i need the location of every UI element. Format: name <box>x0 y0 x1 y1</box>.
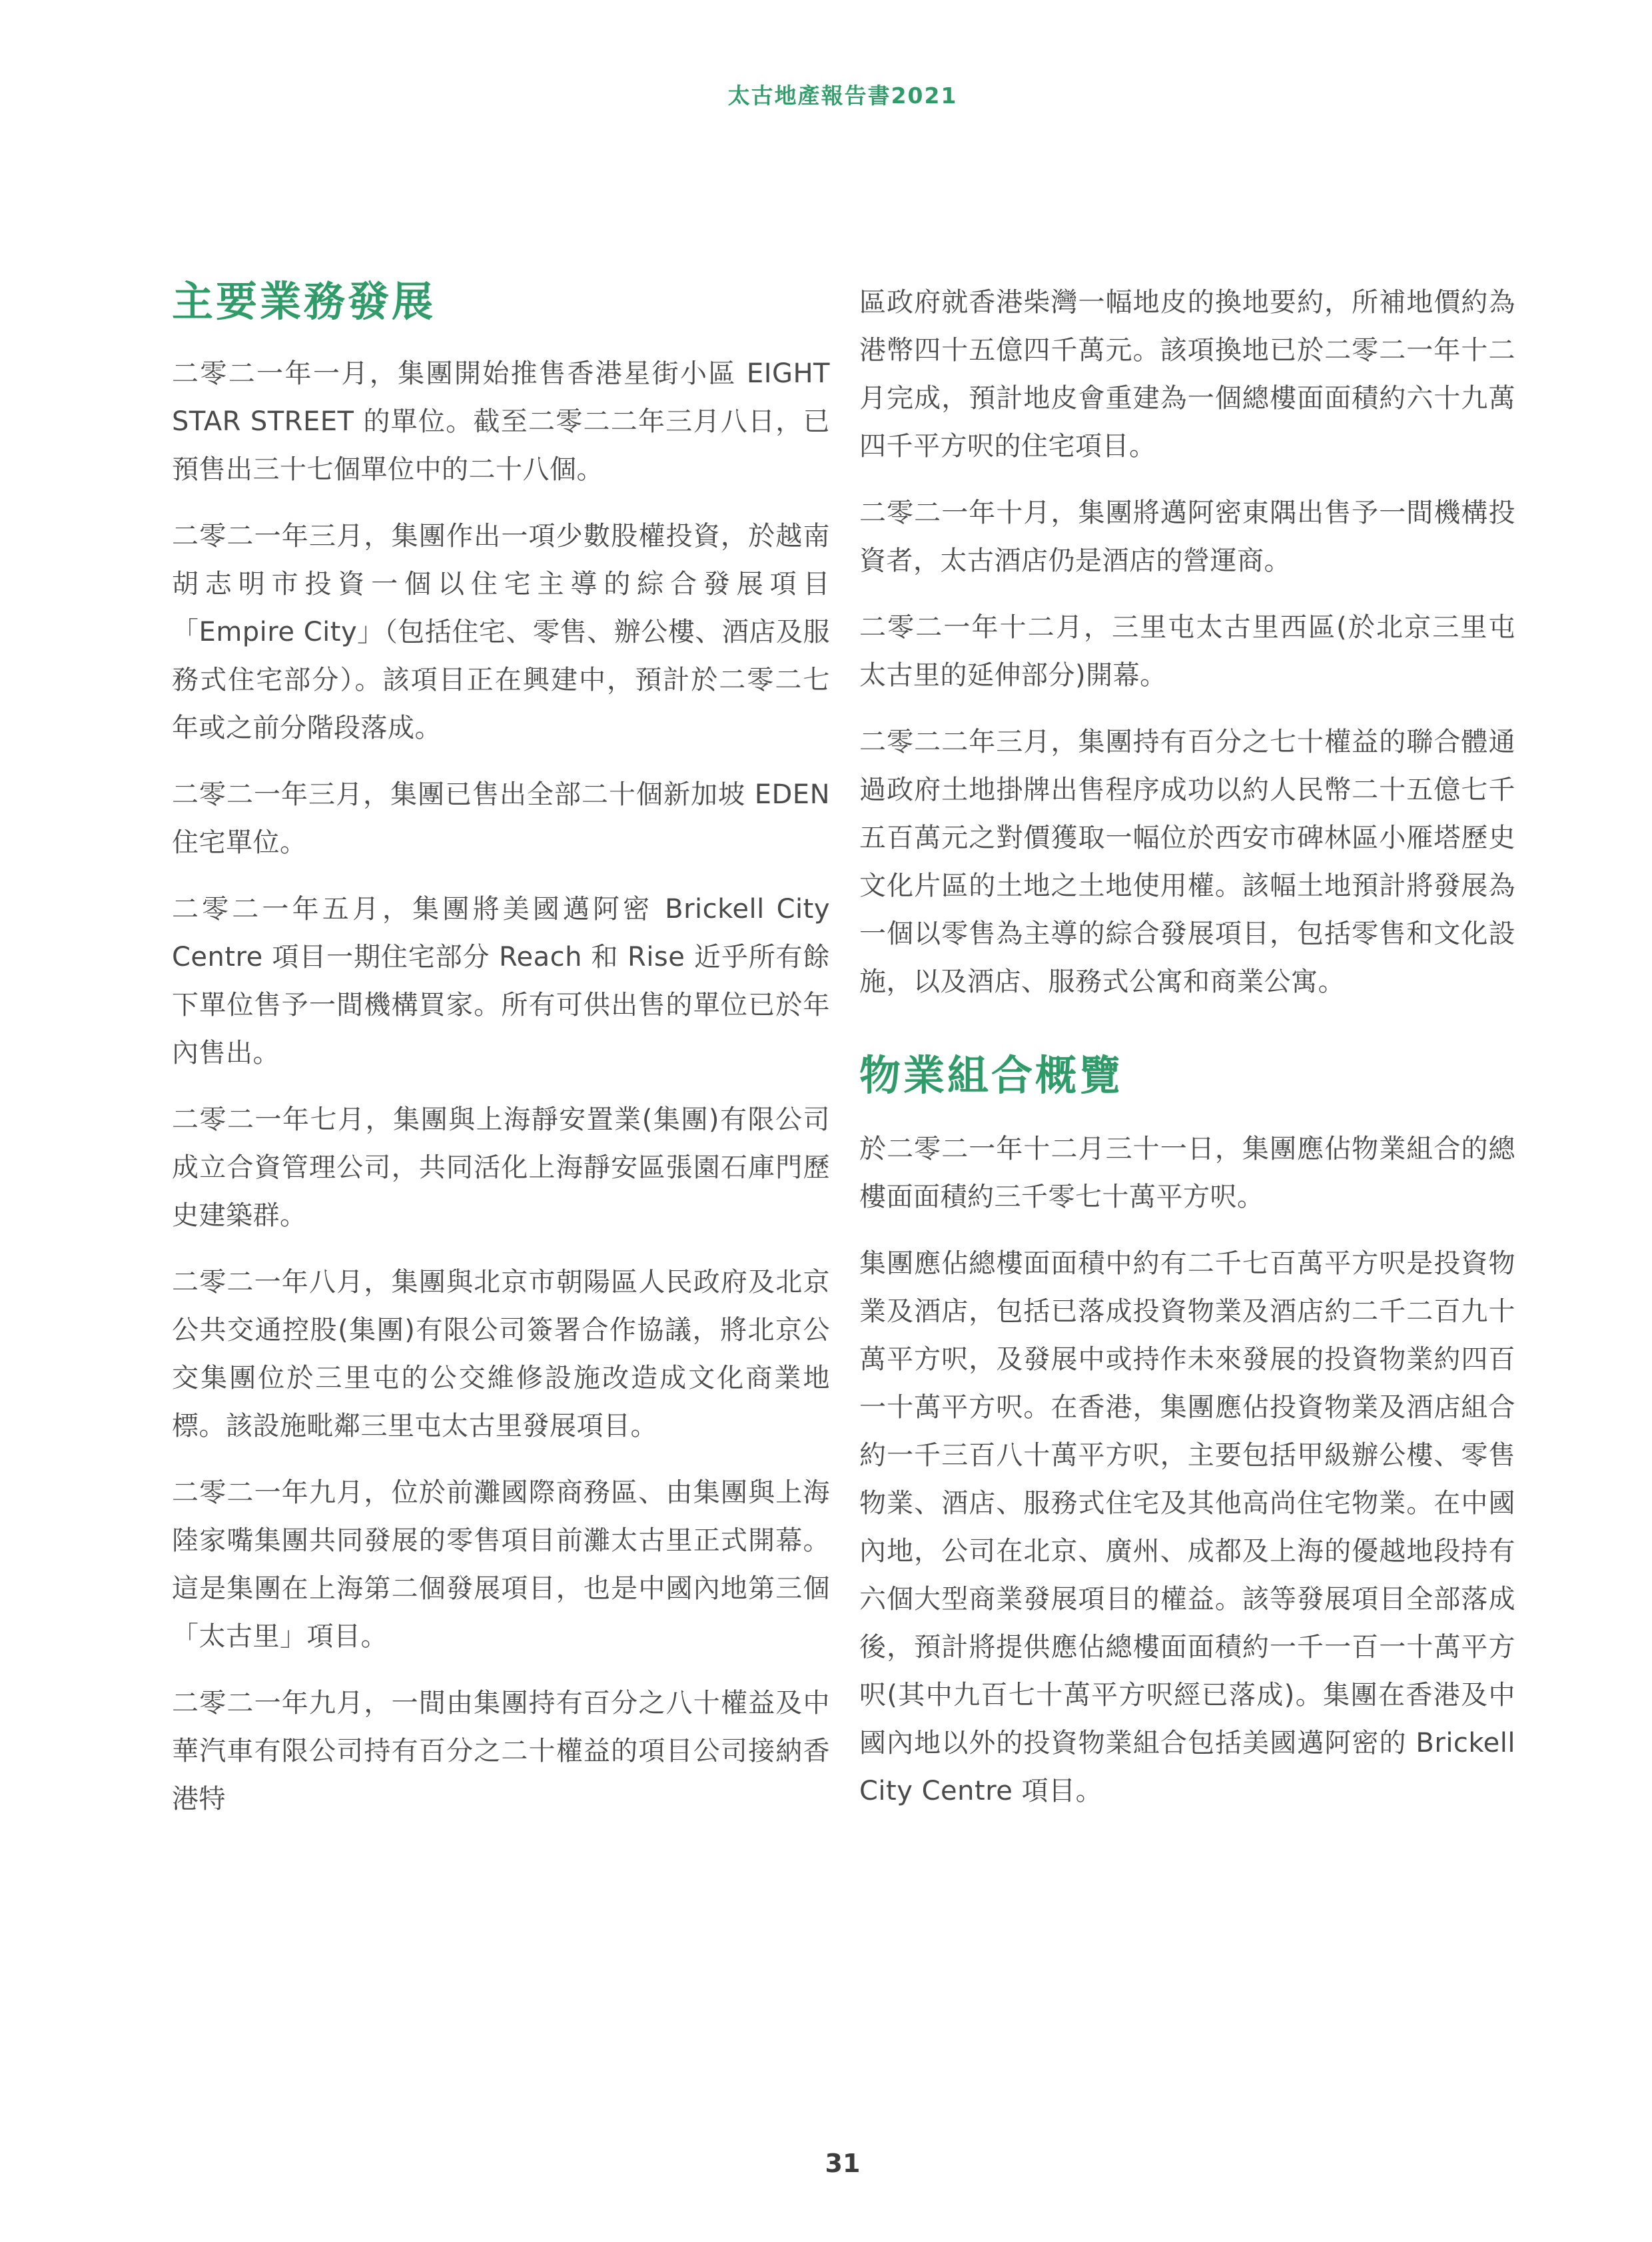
report-header-title: 太古地產報告書2021 <box>727 83 958 109</box>
paragraph: 二零二一年五月，集團將美國邁阿密 Brickell City Centre 項目一期住宅部分 Reach 和 Rise 近乎所有餘下單位售予一間機構買家。所有可供出售的單位已於年內售出。 <box>172 894 830 1069</box>
paragraph: 二零二一年九月，一間由集團持有百分之八十權益及中華汽車有限公司持有百分之二十權益的項目公司接納香港特 <box>172 1688 830 1815</box>
paragraph: 二零二一年七月，集團與上海靜安置業(集團)有限公司成立合資管理公司，共同活化上海靜安區張園石庫門歷史建築群。 <box>172 1104 830 1232</box>
paragraph: 集團應佔總樓面面積中約有二千七百萬平方呎是投資物業及酒店，包括已落成投資物業及酒店約二千二百九十萬平方呎，及發展中或持作未來發展的投資物業約四百一十萬平方呎。在香港，集團應佔投資物業及酒店組合約一千三百八十萬平方呎，主要包括甲級辦公樓、零售物業、酒店、服務式住宅及其他高尚住宅物業。在中國內地，公司在北京、廣州、成都及上海的優越地段持有六個大型商業發展項目的權益。該等發展項目全部落成後，預計將提供應佔總樓面面積約一千一百一十萬平方呎(其中九百七十萬平方呎經已落成)。集團在香港及中國內地以外的投資物業組合包括美國邁阿密的 Brickell City Centre 項目。 <box>859 1248 1515 1807</box>
column-left <box>172 278 830 1823</box>
paragraph: 二零二一年九月，位於前灘國際商務區、由集團與上海陸家嘴集團共同發展的零售項目前灘太古里正式開幕。這是集團在上海第二個發展項目，也是中國內地第三個「太古里」項目。 <box>172 1477 830 1653</box>
page-number: 31 <box>825 2149 861 2178</box>
paragraph: 二零二一年十月，集團將邁阿密東隅出售予一間機構投資者，太古酒店仍是酒店的營運商。 <box>859 498 1515 576</box>
paragraph: 二零二一年三月，集團已售出全部二十個新加坡 EDEN 住宅單位。 <box>172 779 830 859</box>
paragraph: 於二零二一年十二月三十一日，集團應佔物業組合的總樓面面積約三千零七十萬平方呎。 <box>859 1134 1515 1213</box>
column-right <box>859 278 1515 1815</box>
paragraph: 二零二一年一月，集團開始推售香港星街小區 EIGHT STAR STREET 的單位。截至二零二二年三月八日，已預售出三十七個單位中的二十八個。 <box>172 358 830 486</box>
paragraph: 二零二一年三月，集團作出一項少數股權投資，於越南胡志明市投資一個以住宅主導的綜合發展項目「Empire City」（包括住宅、零售、辦公樓、酒店及服務式住宅部分）。該項目正在興建中，預計於二零二七年或之前分階段落成。 <box>172 521 830 744</box>
section-heading-major-business-developments: 主要業務發展 <box>172 277 436 326</box>
paragraph: 二零二一年十二月，三里屯太古里西區(於北京三里屯太古里的延伸部分)開幕。 <box>859 612 1515 691</box>
section-heading-property-portfolio-overview: 物業組合概覽 <box>859 1051 1124 1100</box>
right-paragraph-list-bottom <box>859 1125 1515 1815</box>
paragraph: 區政府就香港柴灣一幅地皮的換地要約，所補地價約為港幣四十五億四千萬元。該項換地已於二零二一年十二月完成，預計地皮會重建為一個總樓面面積約六十九萬四千平方呎的住宅項目。 <box>859 287 1515 462</box>
left-paragraph-list <box>172 350 830 1823</box>
paragraph: 二零二二年三月，集團持有百分之七十權益的聯合體通過政府土地掛牌出售程序成功以約人民幣二十五億七千五百萬元之對價獲取一幅位於西安市碑林區小雁塔歷史文化片區的土地之土地使用權。該幅土地預計將發展為一個以零售為主導的綜合發展項目，包括零售和文化設施，以及酒店、服務式公寓和商業公寓。 <box>859 727 1515 997</box>
paragraph: 二零二一年八月，集團與北京市朝陽區人民政府及北京公共交通控股(集團)有限公司簽署合作協議，將北京公交集團位於三里屯的公交維修設施改造成文化商業地標。該設施毗鄰三里屯太古里發展項目。 <box>172 1267 830 1442</box>
right-paragraph-list-top <box>859 278 1515 1006</box>
